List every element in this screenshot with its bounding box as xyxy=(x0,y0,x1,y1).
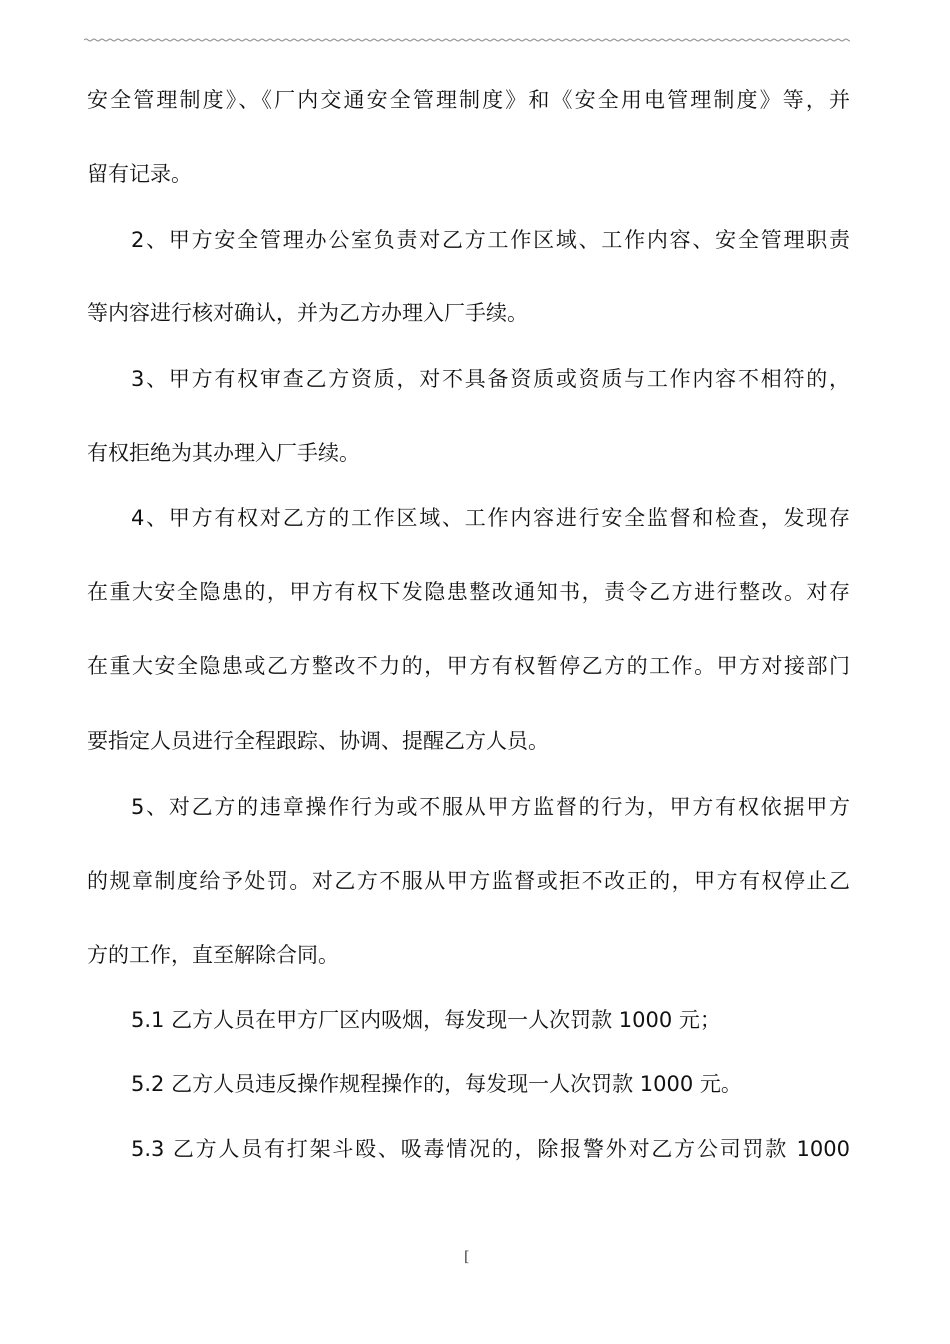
text-line-13: 方的工作，直至解除合同。 xyxy=(87,943,339,967)
text-line-14: 5.1 乙方人员在甲方厂区内吸烟，每发现一人次罚款 1000 元； xyxy=(131,1008,721,1032)
text-line-11: 5、对乙方的违章操作行为或不服从甲方监督的行为，甲方有权依据甲方 xyxy=(131,795,850,819)
text-line-8: 在重大安全隐患的，甲方有权下发隐患整改通知书，责令乙方进行整改。对存 xyxy=(87,580,850,604)
text-line-3: 2、甲方安全管理办公室负责对乙方工作区域、工作内容、安全管理职责 xyxy=(131,228,850,252)
text-line-15: 5.2 乙方人员违反操作规程操作的，每发现一人次罚款 1000 元。 xyxy=(131,1072,742,1096)
text-line-7: 4、甲方有权对乙方的工作区域、工作内容进行安全监督和检查，发现存 xyxy=(131,506,850,530)
text-line-1: 安全管理制度》、《厂内交通安全管理制度》和《安全用电管理制度》等，并 xyxy=(87,88,850,112)
footer-mark: [ xyxy=(464,1249,470,1265)
text-line-16: 5.3 乙方人员有打架斗殴、吸毒情况的，除报警外对乙方公司罚款 1000 xyxy=(131,1137,850,1161)
text-line-12: 的规章制度给予处罚。对乙方不服从甲方监督或拒不改正的，甲方有权停止乙 xyxy=(87,869,850,893)
text-line-4: 等内容进行核对确认，并为乙方办理入厂手续。 xyxy=(87,301,528,325)
text-line-10: 要指定人员进行全程跟踪、协调、提醒乙方人员。 xyxy=(87,729,549,753)
text-line-9: 在重大安全隐患或乙方整改不力的，甲方有权暂停乙方的工作。甲方对接部门 xyxy=(87,654,850,678)
text-line-5: 3、甲方有权审查乙方资质，对不具备资质或资质与工作内容不相符的， xyxy=(131,367,850,391)
text-line-6: 有权拒绝为其办理入厂手续。 xyxy=(87,441,360,465)
text-line-2: 留有记录。 xyxy=(87,162,192,186)
header-wavy-rule xyxy=(84,36,850,44)
